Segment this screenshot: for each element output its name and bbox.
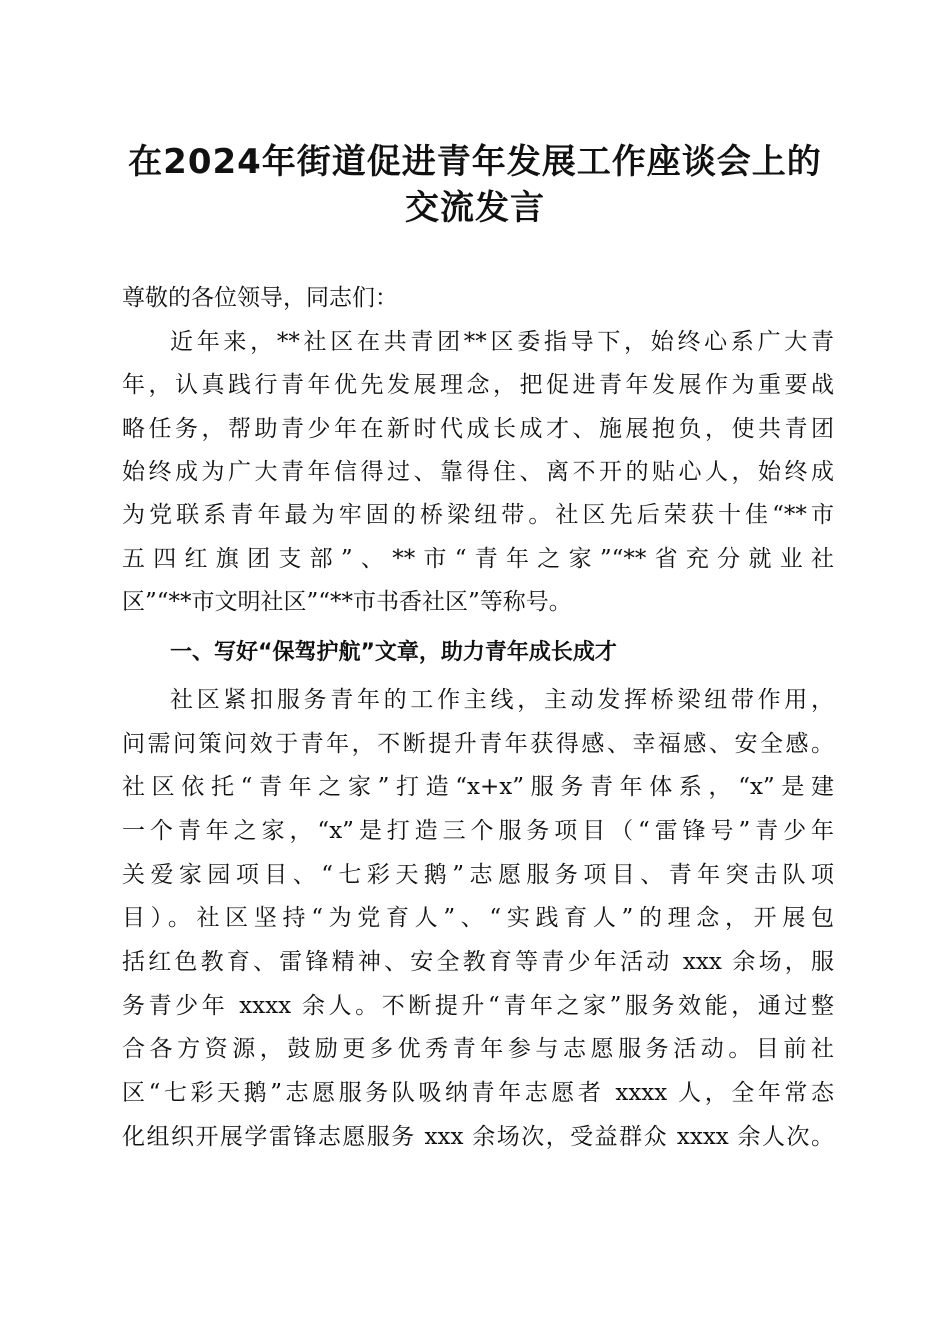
salutation: 尊敬的各位领导，同志们：: [122, 285, 398, 311]
paragraph-1-line: 始终成为广大青年信得过、靠得住、离不开的贴心人，始终成: [122, 459, 834, 485]
paragraph-2-line: 关爱家园项目、“七彩天鹅”志愿服务项目、青年突击队项: [122, 862, 834, 888]
paragraph-2-line: 化组织开展学雷锋志愿服务 xxx 余场次，受益群众 xxxx 余人次。: [122, 1124, 834, 1150]
paragraph-2-line: 括红色教育、雷锋精神、安全教育等青少年活动 xxx 余场，服: [122, 949, 834, 975]
paragraph-1-line: 近年来，**社区在共青团**区委指导下，始终心系广大青: [170, 329, 834, 355]
paragraph-1-line: 五四红旗团支部”、**市“青年之家”“**省充分就业社: [122, 546, 834, 572]
paragraph-2-line: 目）。社区坚持“为党育人”、“实践育人”的理念，开展包: [122, 905, 834, 931]
paragraph-1-line: 为党联系青年最为牢固的桥梁纽带。社区先后荣获十佳“**市: [122, 502, 834, 528]
paragraph-1-line: 年，认真践行青年优先发展理念，把促进青年发展作为重要战: [122, 372, 834, 398]
paragraph-2-line: 一个青年之家，“x”是打造三个服务项目（“雷锋号”青少年: [122, 818, 834, 844]
paragraph-2-line: 社区紧扣服务青年的工作主线，主动发挥桥梁纽带作用，: [170, 687, 834, 713]
paragraph-1-line: 区”“**市文明社区”“**市书香社区”等称号。: [122, 589, 572, 615]
paragraph-2-line: 问需问策问效于青年，不断提升青年获得感、幸福感、安全感。: [122, 731, 834, 757]
paragraph-2-line: 合各方资源，鼓励更多优秀青年参与志愿服务活动。目前社: [122, 1036, 834, 1062]
paragraph-2-line: 务青少年 xxxx 余人。不断提升“青年之家”服务效能，通过整: [122, 993, 834, 1019]
section-heading: 一、写好“保驾护航”文章，助力青年成长成才: [170, 640, 617, 665]
paragraph-1-line: 略任务，帮助青少年在新时代成长成才、施展抱负，使共青团: [122, 416, 834, 442]
document-title-line-2: 交流发言: [405, 188, 545, 228]
paragraph-2-line: 社区依托“青年之家”打造“x+x”服务青年体系，“x”是建: [122, 774, 834, 800]
document-title-line-1: 在2024年街道促进青年发展工作座谈会上的: [128, 142, 822, 182]
paragraph-2-line: 区“七彩天鹅”志愿服务队吸纳青年志愿者 xxxx 人，全年常态: [122, 1080, 834, 1106]
